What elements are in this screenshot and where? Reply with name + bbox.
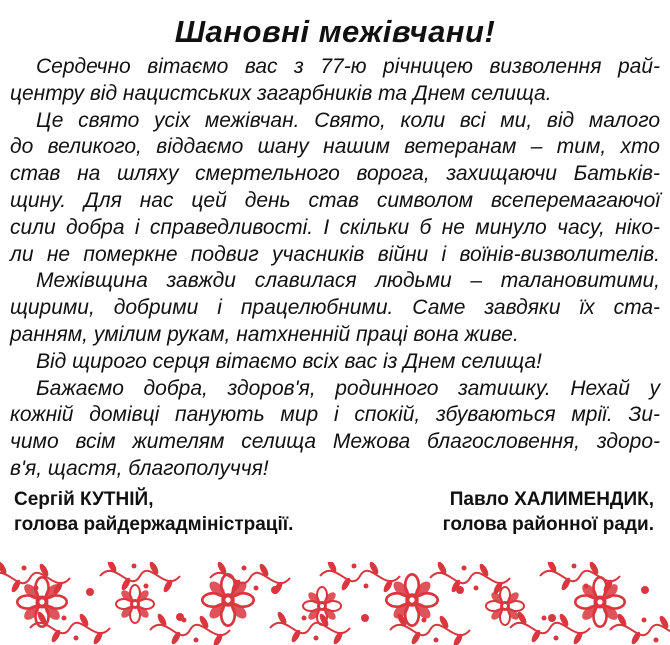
text-line: чимо всім жителям селища Межова благословення, здоро- (10, 430, 660, 454)
text-line: центру від нацистських загарбників та Днем селища. (10, 81, 552, 105)
text-line: Це свято усіх межівчан. Свято, коли всі ми, від малого (36, 108, 660, 132)
text-line: щину. Для нас цей день став символом всеперемагаючої (10, 188, 660, 212)
greeting-title: Шановні межівчани! (174, 14, 496, 49)
text-line: щирими, добрими і працелюбними. Саме завдяки їх ста- (10, 296, 660, 320)
signature-left (14, 487, 293, 537)
text-line: кожній домівці панують мир і спокій, збуваються мрії. Зи- (10, 403, 660, 427)
signature-position: голова районної ради. (442, 514, 654, 535)
text-line: ранням, умілим рукам, натхненній праці вона живе. (10, 322, 519, 346)
text-line: до великого, віддаємо шану нашим ветеранам – тим, хто (10, 135, 660, 159)
signature-name: Сергій КУТНІЙ, (14, 489, 154, 510)
text-line: Межівщина завжди славилася людьми – талановитими, (36, 269, 660, 293)
greeting-body (10, 54, 660, 483)
embroidery-floral-border-icon (0, 562, 670, 645)
text-line: Сердечно вітаємо вас з 77-ю річницею визволення рай- (36, 55, 660, 78)
text-line: Від щирого серця вітаємо всіх вас із Днем селища! (36, 349, 542, 373)
signature-position: голова райдержадміністрації. (14, 514, 294, 535)
text-line: сили добра і справедливості. І скільки б не минуло часу, ніко- (10, 215, 660, 239)
text-line: Бажаємо добра, здоров'я, родинного затишку. Нехай у (36, 376, 660, 400)
text-line: став на шляху смертельного ворога, захищаючи Батьків- (10, 162, 660, 186)
text-line: ли не померкне подвиг учасників війни і воїнів-визволителів. (10, 242, 660, 266)
text-line: в'я, щастя, благополуччя! (10, 456, 269, 480)
signature-name: Павло ХАЛИМЕНДИК, (449, 489, 654, 510)
signature-right (443, 487, 654, 537)
